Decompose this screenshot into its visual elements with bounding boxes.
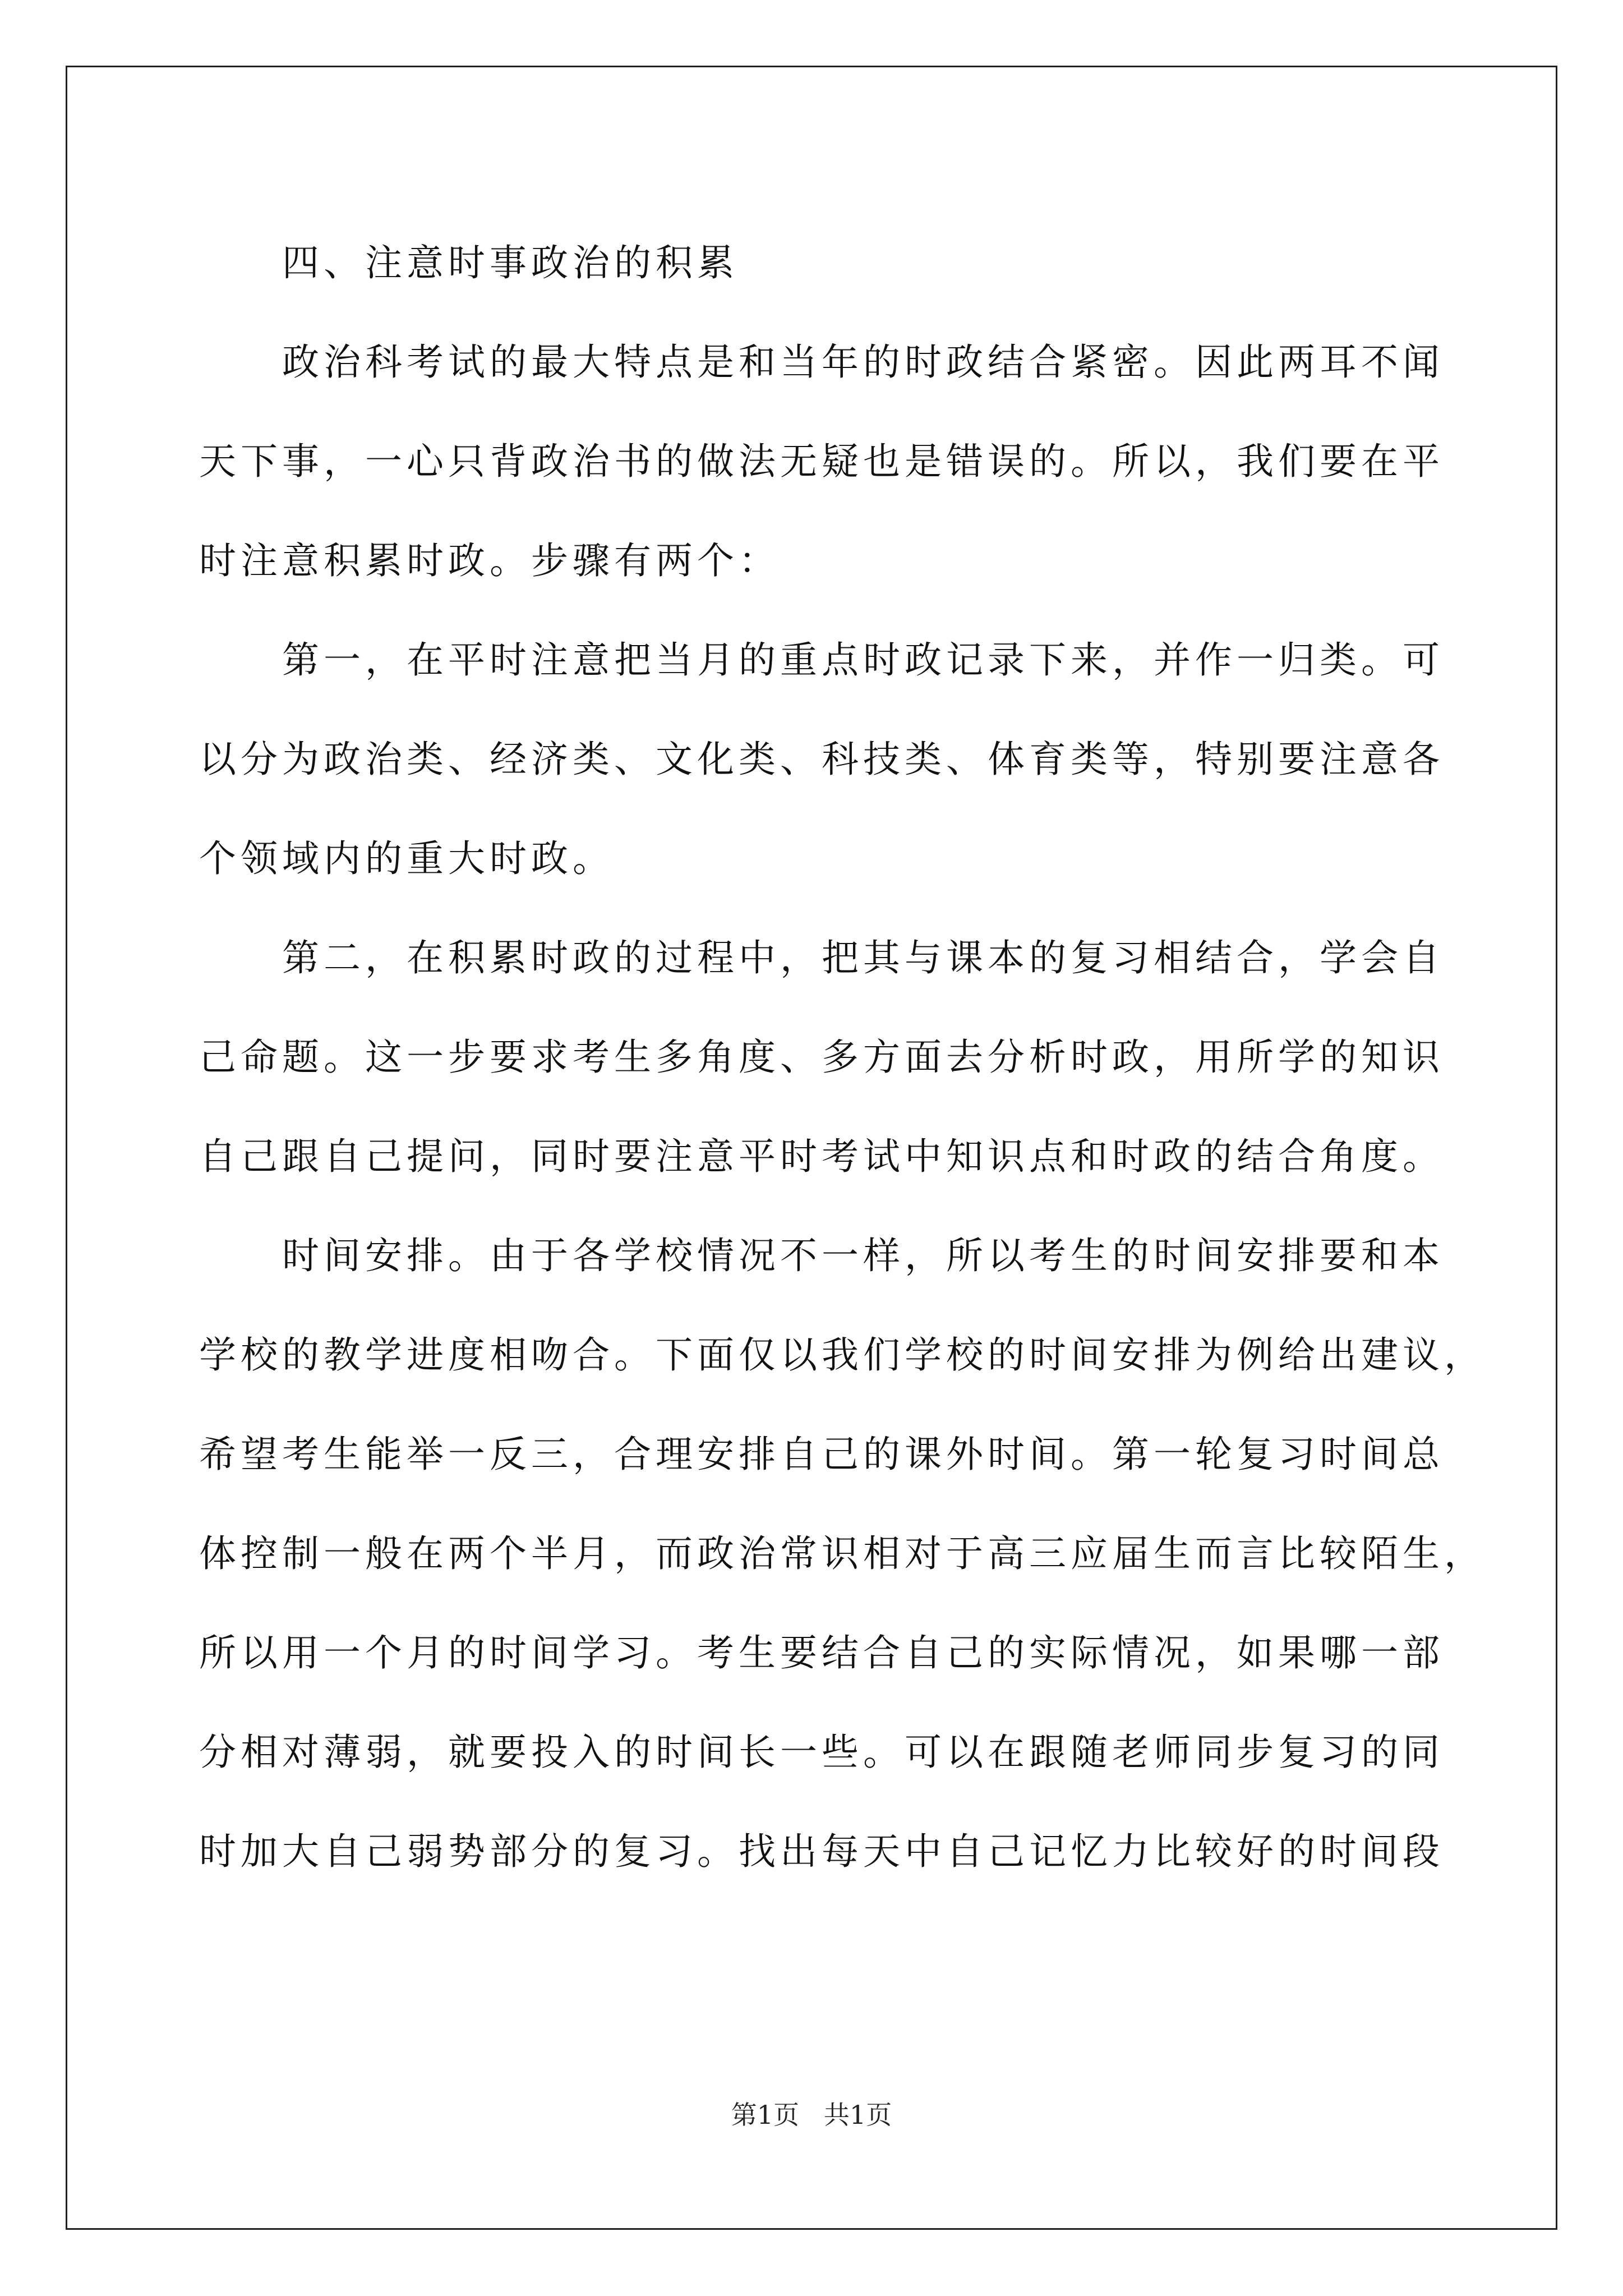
text-line: 时加大自己弱势部分的复习。找出每天中自己记忆力比较好的时间段 [199,1830,1444,1873]
text-line: 时注意积累时政。步骤有两个： [199,539,780,582]
text-line: 时间安排。由于各学校情况不一样，所以考生的时间安排要和本 [282,1234,1444,1277]
text-line: 体控制一般在两个半月，而政治常识相对于高三应届生而言比较陌生， [199,1532,1486,1575]
text-line: 天下事，一心只背政治书的做法无疑也是错误的。所以，我们要在平 [199,440,1444,483]
text-line: 希望考生能举一反三，合理安排自己的课外时间。第一轮复习时间总 [199,1433,1444,1476]
text-line: 自己跟自己提问，同时要注意平时考试中知识点和时政的结合角度。 [199,1135,1444,1178]
text-line: 所以用一个月的时间学习。考生要结合自己的实际情况，如果哪一部 [199,1631,1444,1674]
page-number-footer: 第1页 共1页 [731,2100,892,2130]
text-line: 第二，在积累时政的过程中，把其与课本的复习相结合，学会自 [282,936,1444,979]
text-line: 学校的教学进度相吻合。下面仅以我们学校的时间安排为例给出建议， [199,1333,1486,1377]
text-line: 个领域内的重大时政。 [199,837,614,880]
text-line: 第一，在平时注意把当月的重点时政记录下来，并作一归类。可 [282,638,1444,682]
text-line: 政治科考试的最大特点是和当年的时政结合紧密。因此两耳不闻 [282,341,1444,384]
document-body [199,213,1486,1901]
text-line: 以分为政治类、经济类、文化类、科技类、体育类等，特别要注意各 [199,738,1444,781]
text-line: 分相对薄弱，就要投入的时间长一些。可以在跟随老师同步复习的同 [199,1731,1444,1774]
section-heading: 四、注意时事政治的积累 [282,241,739,284]
text-line: 己命题。这一步要求考生多角度、多方面去分析时政，用所学的知识 [199,1036,1444,1079]
